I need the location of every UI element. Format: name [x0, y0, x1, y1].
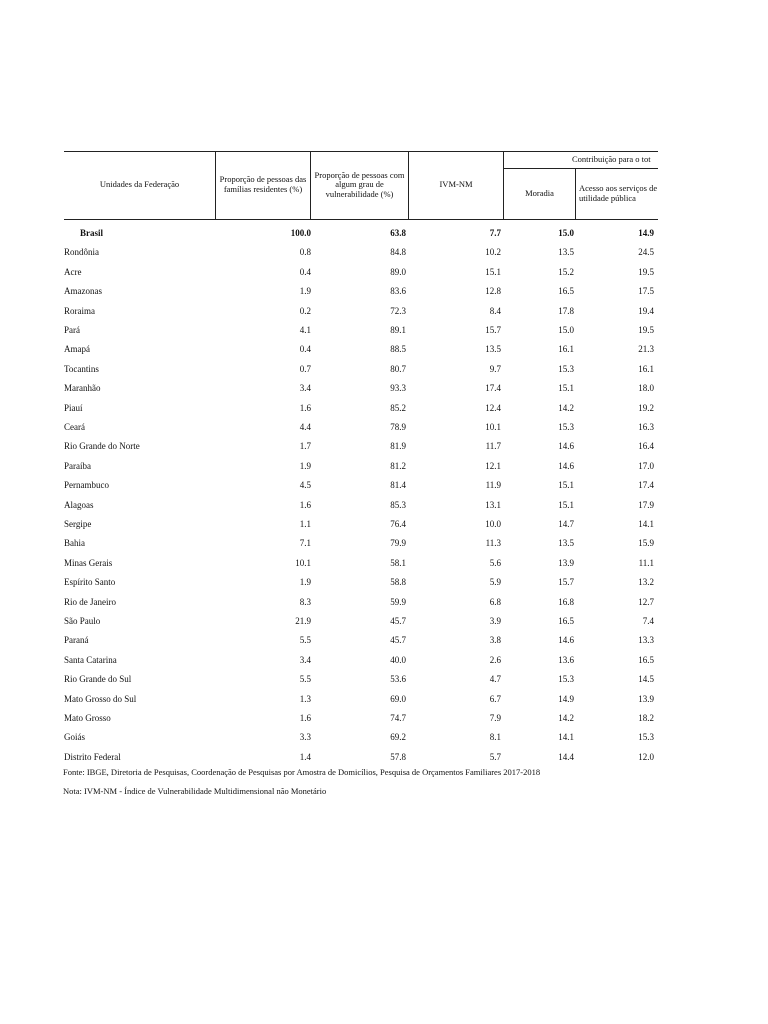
row-servicos-cell: 19.5: [638, 325, 654, 335]
table-row: [64, 692, 658, 708]
row-prop-familias-cell: 0.2: [299, 305, 311, 316]
table-row: [64, 498, 658, 514]
row-ivm-cell: 3.9: [489, 616, 501, 626]
row-uf-cell: Brasil: [80, 228, 104, 238]
row-ivm-cell: 6.8: [489, 596, 501, 607]
row-prop-familias-cell: 5.5: [299, 674, 311, 685]
header-prop-familias: Proporção de pessoas das famílias residentes (%): [219, 174, 307, 194]
row-prop-vulnerabilidade-cell: 79.9: [390, 538, 406, 549]
row-ivm-cell: 3.8: [489, 635, 501, 646]
data-table: [64, 151, 658, 763]
row-servicos-cell: 14.5: [638, 674, 654, 685]
row-uf-cell: Pernambuco: [64, 480, 109, 491]
table-row: [64, 362, 658, 378]
row-moradia-cell: 14.9: [558, 693, 574, 704]
row-prop-familias-cell: 10.1: [295, 557, 311, 568]
row-uf-cell: Acre: [64, 266, 82, 277]
row-moradia-cell: 15.2: [558, 266, 574, 277]
row-servicos-cell: 15.3: [638, 732, 654, 743]
row-uf-cell: Tocantins: [64, 363, 99, 374]
row-uf-cell: Ceará: [64, 422, 85, 432]
row-servicos-cell: 17.5: [638, 286, 654, 297]
table-row: [64, 265, 658, 281]
row-prop-familias-cell: 1.9: [299, 577, 311, 588]
row-servicos-cell: 18.2: [638, 713, 654, 723]
row-moradia-cell: 15.3: [558, 363, 574, 374]
table-row: [64, 653, 658, 669]
row-moradia-cell: 14.1: [558, 732, 574, 743]
row-moradia-cell: 13.5: [558, 247, 574, 258]
footnote: Nota: IVM-NM - Índice de Vulnerabilidade Multidimensional não Monetário: [63, 786, 327, 796]
row-ivm-cell: 11.7: [485, 441, 501, 452]
table-row: [64, 711, 658, 727]
row-prop-familias-cell: 0.4: [299, 266, 311, 277]
row-prop-familias-cell: 0.4: [299, 344, 311, 355]
row-prop-vulnerabilidade-cell: 81.9: [390, 441, 406, 452]
table-row: [64, 536, 658, 552]
row-uf-cell: Goiás: [64, 732, 85, 743]
row-moradia-cell: 15.7: [558, 577, 574, 588]
row-servicos-cell: 11.1: [638, 557, 654, 568]
row-prop-vulnerabilidade-cell: 88.5: [390, 344, 406, 355]
row-uf-cell: Minas Gerais: [64, 557, 113, 568]
row-ivm-cell: 11.3: [485, 538, 501, 549]
table-row: [64, 750, 658, 763]
row-prop-vulnerabilidade-cell: 45.7: [390, 635, 406, 646]
table-row: [64, 595, 658, 611]
row-uf-cell: Roraima: [64, 305, 95, 316]
row-servicos-cell: 16.4: [638, 441, 654, 452]
row-ivm-cell: 6.7: [489, 693, 501, 704]
table-row: [64, 478, 658, 494]
row-prop-familias-cell: 1.4: [299, 751, 311, 762]
row-prop-vulnerabilidade-cell: 81.2: [390, 460, 406, 471]
table-row: [64, 633, 658, 649]
row-uf-cell: Rio Grande do Sul: [64, 674, 132, 685]
row-moradia-cell: 14.7: [558, 519, 574, 529]
row-prop-vulnerabilidade-cell: 53.6: [390, 674, 406, 685]
row-moradia-cell: 15.1: [558, 480, 574, 491]
table-row: [64, 401, 658, 417]
table-row: [64, 459, 658, 475]
row-moradia-cell: 16.5: [558, 616, 574, 626]
row-prop-vulnerabilidade-cell: 85.2: [390, 402, 406, 413]
row-moradia-cell: 14.6: [558, 635, 574, 646]
row-moradia-cell: 13.6: [558, 654, 574, 665]
row-prop-vulnerabilidade-cell: 89.1: [390, 325, 406, 335]
row-prop-familias-cell: 1.6: [299, 499, 311, 510]
row-uf-cell: Mato Grosso do Sul: [64, 693, 137, 704]
row-prop-vulnerabilidade-cell: 59.9: [390, 596, 406, 607]
row-uf-cell: Maranhão: [64, 383, 101, 394]
row-prop-vulnerabilidade-cell: 93.3: [390, 383, 406, 394]
row-uf-cell: Paraíba: [64, 460, 91, 471]
row-servicos-cell: 16.3: [638, 422, 654, 432]
row-prop-familias-cell: 8.3: [299, 596, 311, 607]
row-ivm-cell: 5.7: [489, 751, 501, 762]
row-prop-vulnerabilidade-cell: 76.4: [390, 519, 406, 529]
row-servicos-cell: 19.5: [638, 266, 654, 277]
row-prop-familias-cell: 7.1: [299, 538, 311, 549]
row-moradia-cell: 15.3: [558, 422, 574, 432]
table-row: [64, 575, 658, 591]
row-ivm-cell: 5.6: [489, 557, 501, 568]
row-prop-familias-cell: 0.8: [299, 247, 311, 258]
row-moradia-cell: 13.9: [558, 557, 574, 568]
row-uf-cell: Amazonas: [64, 286, 102, 297]
row-prop-familias-cell: 100.0: [290, 228, 311, 238]
row-uf-cell: Rio Grande do Norte: [64, 441, 140, 452]
row-prop-vulnerabilidade-cell: 40.0: [390, 654, 406, 665]
row-moradia-cell: 14.4: [558, 751, 574, 762]
header-uf: Unidades da Federação: [99, 179, 180, 190]
row-prop-vulnerabilidade-cell: 58.1: [390, 557, 406, 568]
row-prop-vulnerabilidade-cell: 74.7: [390, 713, 406, 723]
row-uf-cell: São Paulo: [64, 616, 101, 626]
row-prop-familias-cell: 1.6: [299, 713, 311, 723]
source-note: Fonte: IBGE, Diretoria de Pesquisas, Coordenação de Pesquisas por Amostra de Domicílios, Pesquisa de Orçamentos Familiares 2017-2018: [63, 767, 541, 777]
row-ivm-cell: 5.9: [489, 577, 501, 588]
row-prop-vulnerabilidade-cell: 69.0: [390, 693, 406, 704]
row-ivm-cell: 7.7: [489, 228, 501, 238]
row-ivm-cell: 12.4: [485, 402, 501, 413]
row-prop-familias-cell: 1.6: [299, 402, 311, 413]
row-servicos-cell: 18.0: [638, 383, 654, 394]
row-prop-vulnerabilidade-cell: 85.3: [390, 499, 406, 510]
row-moradia-cell: 15.3: [558, 674, 574, 685]
row-ivm-cell: 11.9: [485, 480, 501, 491]
table-row: [64, 614, 658, 630]
row-servicos-cell: 14.1: [638, 519, 654, 529]
table-row: [64, 730, 658, 746]
row-prop-vulnerabilidade-cell: 81.4: [390, 480, 406, 491]
row-ivm-cell: 10.1: [485, 422, 501, 432]
header-servicos: Acesso aos serviços de utilidade pública: [579, 183, 658, 203]
row-uf-cell: Piauí: [64, 402, 83, 413]
row-uf-cell: Mato Grosso: [64, 713, 111, 723]
row-prop-familias-cell: 3.3: [299, 732, 311, 743]
row-prop-familias-cell: 21.9: [295, 616, 311, 626]
row-servicos-cell: 24.5: [638, 247, 654, 258]
row-servicos-cell: 17.4: [638, 480, 654, 491]
row-servicos-cell: 13.2: [638, 577, 654, 588]
header-moradia: Moradia: [525, 188, 554, 199]
row-prop-vulnerabilidade-cell: 58.8: [390, 577, 406, 588]
row-uf-cell: Bahia: [64, 538, 85, 549]
row-prop-vulnerabilidade-cell: 45.7: [390, 616, 406, 626]
row-servicos-cell: 17.9: [638, 499, 654, 510]
table-row: [64, 226, 658, 242]
row-moradia-cell: 14.6: [558, 460, 574, 471]
row-servicos-cell: 16.5: [638, 654, 654, 665]
row-moradia-cell: 14.2: [558, 713, 574, 723]
row-prop-familias-cell: 0.7: [299, 363, 311, 374]
row-prop-vulnerabilidade-cell: 80.7: [390, 363, 406, 374]
row-prop-vulnerabilidade-cell: 69.2: [390, 732, 406, 743]
row-ivm-cell: 10.0: [485, 519, 501, 529]
row-servicos-cell: 19.2: [638, 402, 654, 413]
row-ivm-cell: 10.2: [485, 247, 501, 258]
row-servicos-cell: 12.7: [638, 596, 654, 607]
row-moradia-cell: 16.8: [558, 596, 574, 607]
row-ivm-cell: 13.1: [485, 499, 501, 510]
row-moradia-cell: 14.6: [558, 441, 574, 452]
row-moradia-cell: 13.5: [558, 538, 574, 549]
table-row: [64, 672, 658, 688]
header-ivm-nm: IVM-NM: [439, 179, 473, 190]
row-servicos-cell: 7.4: [642, 616, 654, 626]
row-prop-familias-cell: 1.9: [299, 286, 311, 297]
row-prop-familias-cell: 1.9: [299, 460, 311, 471]
row-moradia-cell: 16.1: [558, 344, 574, 355]
table-row: [64, 304, 658, 320]
row-uf-cell: Pará: [64, 325, 80, 335]
row-prop-familias-cell: 3.4: [299, 383, 311, 394]
row-moradia-cell: 15.0: [558, 325, 574, 335]
row-prop-vulnerabilidade-cell: 72.3: [390, 305, 406, 316]
row-servicos-cell: 13.9: [638, 693, 654, 704]
row-servicos-cell: 16.1: [638, 363, 654, 374]
table-row: [64, 245, 658, 261]
row-servicos-cell: 21.3: [638, 344, 654, 355]
row-prop-familias-cell: 1.1: [299, 519, 311, 529]
row-uf-cell: Amapá: [64, 344, 90, 355]
row-servicos-cell: 17.0: [638, 460, 654, 471]
table-row: [64, 556, 658, 572]
row-servicos-cell: 14.9: [638, 228, 654, 238]
row-servicos-cell: 19.4: [638, 305, 654, 316]
table-row: [64, 517, 658, 533]
row-uf-cell: Alagoas: [64, 499, 94, 510]
row-moradia-cell: 16.5: [558, 286, 574, 297]
row-uf-cell: Rondônia: [64, 247, 99, 258]
row-prop-vulnerabilidade-cell: 78.9: [390, 422, 406, 432]
row-ivm-cell: 7.9: [489, 713, 501, 723]
row-ivm-cell: 2.6: [489, 654, 501, 665]
row-ivm-cell: 12.1: [485, 460, 501, 471]
row-prop-familias-cell: 1.7: [299, 441, 311, 452]
table-row: [64, 439, 658, 455]
row-uf-cell: Rio de Janeiro: [64, 596, 116, 607]
row-prop-vulnerabilidade-cell: 84.8: [390, 247, 406, 258]
row-ivm-cell: 15.7: [485, 325, 501, 335]
table-row: [64, 323, 658, 339]
row-prop-familias-cell: 5.5: [299, 635, 311, 646]
row-prop-familias-cell: 4.5: [299, 480, 311, 491]
row-prop-familias-cell: 3.4: [299, 654, 311, 665]
row-uf-cell: Sergipe: [64, 519, 92, 529]
row-ivm-cell: 8.1: [489, 732, 501, 743]
row-prop-familias-cell: 4.4: [299, 422, 311, 432]
row-prop-familias-cell: 4.1: [299, 325, 311, 335]
row-ivm-cell: 17.4: [485, 383, 501, 394]
row-moradia-cell: 15.0: [558, 228, 574, 238]
row-ivm-cell: 4.7: [489, 674, 501, 685]
header-contribuicao: Contribuição para o tot: [572, 153, 651, 164]
row-prop-vulnerabilidade-cell: 57.8: [390, 751, 406, 762]
row-uf-cell: Distrito Federal: [64, 751, 121, 762]
row-moradia-cell: 15.1: [558, 499, 574, 510]
row-prop-vulnerabilidade-cell: 89.0: [390, 266, 406, 277]
row-servicos-cell: 13.3: [638, 635, 654, 646]
row-ivm-cell: 9.7: [489, 363, 501, 374]
table-row: [64, 381, 658, 397]
row-ivm-cell: 15.1: [485, 266, 501, 277]
row-ivm-cell: 12.8: [485, 286, 501, 297]
row-uf-cell: Espírito Santo: [64, 577, 116, 588]
row-prop-familias-cell: 1.3: [299, 693, 311, 704]
row-uf-cell: Santa Catarina: [64, 654, 117, 665]
row-servicos-cell: 15.9: [638, 538, 654, 549]
header-prop-vulnerabilidade: Proporção de pessoas com algum grau de vulnerabilidade (%): [314, 169, 405, 199]
table-row: [64, 420, 658, 436]
table-row: [64, 284, 658, 300]
table-row: [64, 342, 658, 358]
row-servicos-cell: 12.0: [638, 751, 654, 762]
row-moradia-cell: 17.8: [558, 305, 574, 316]
row-prop-vulnerabilidade-cell: 63.8: [390, 228, 406, 238]
row-ivm-cell: 8.4: [489, 305, 501, 316]
row-uf-cell: Paraná: [64, 635, 89, 646]
row-moradia-cell: 14.2: [558, 402, 574, 413]
row-prop-vulnerabilidade-cell: 83.6: [390, 286, 406, 297]
row-moradia-cell: 15.1: [558, 383, 574, 394]
row-ivm-cell: 13.5: [485, 344, 501, 355]
header-bottom-rule: [64, 219, 658, 220]
